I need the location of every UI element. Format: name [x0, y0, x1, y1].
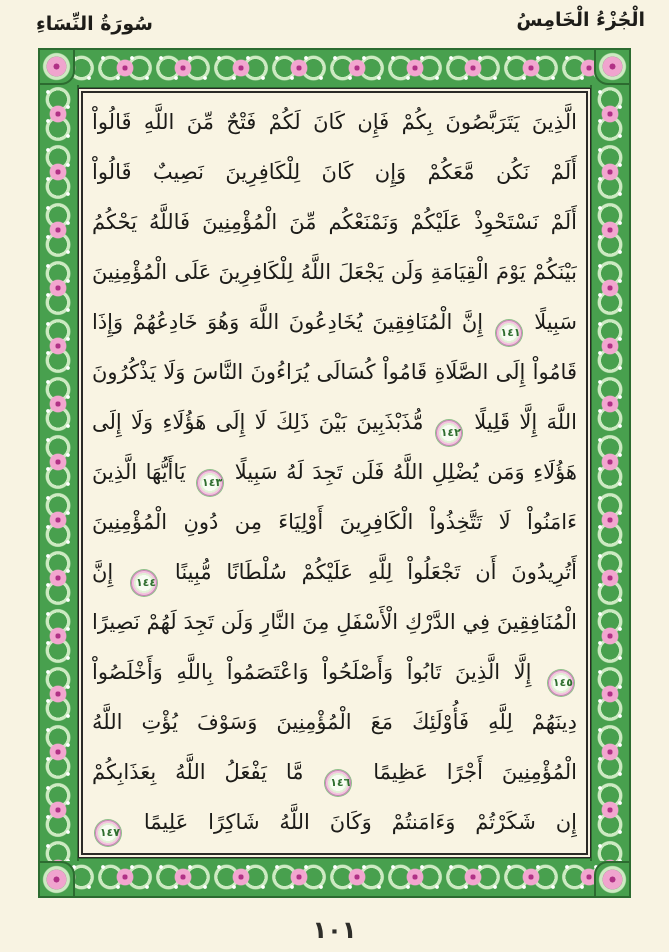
quran-line: [92, 248, 577, 298]
quran-line: [92, 348, 577, 398]
ayah-text: اللَّهَ إِلَّا قَلِيلًا: [474, 410, 577, 434]
quran-line: [92, 498, 577, 548]
quran-line: [92, 98, 577, 148]
quran-line: [92, 448, 577, 498]
quran-line: [92, 748, 577, 798]
ayah-text: الْمُنَافِقِينَ فِي الدَّرْكِ الْأَسْفَلِ مِنَ النَّارِ وَلَن تَجِدَ لَهُمْ نَصِيرًا: [92, 610, 577, 634]
ornamental-border-bottom: [38, 857, 631, 898]
ayah-text: مُّذَبْذَبِينَ بَيْنَ ذَلِكَ لَا إِلَى هَؤُلَاءِ وَلَا إِلَى: [92, 410, 424, 434]
corner-flower-ornament-bottom-left: [38, 861, 75, 898]
ayah-text: الْمُؤْمِنِينَ أَجْرًا عَظِيمًا: [373, 760, 577, 784]
ayah-text: سَبِيلًا: [534, 310, 577, 334]
ayah-number-marker: ١٤٢: [436, 420, 462, 446]
quran-line: [92, 648, 577, 698]
quran-line: [92, 598, 577, 648]
ayah-text: أَتُرِيدُونَ أَن تَجْعَلُواْ لِلَّهِ عَلَيْكُمْ سُلْطَانًا مُّبِينًا: [174, 560, 577, 584]
ornamental-border-top: [38, 48, 631, 89]
ayah-number-marker: ١٤٦: [325, 770, 351, 796]
ayah-text: أَلَمْ نَسْتَحْوِذْ عَلَيْكُمْ وَنَمْنَعْكُم مِّنَ الْمُؤْمِنِينَ فَاللَّهُ يَحْكُمُ: [92, 210, 577, 234]
quran-line: [92, 798, 577, 848]
ayah-text: إِنَّ: [92, 560, 114, 584]
corner-flower-ornament-top-right: [594, 48, 631, 85]
ayah-number-marker: ١٤٤: [131, 570, 157, 596]
ayah-text: إِن شَكَرْتُمْ وَءَامَنتُمْ وَكَانَ اللَّهُ شَاكِرًا عَلِيمًا: [143, 810, 577, 834]
ornamental-border-left: [38, 85, 79, 861]
ayah-text: ءَامَنُواْ لَا تَتَّخِذُواْ الْكَافِرِينَ أَوْلِيَاءَ مِن دُونِ الْمُؤْمِنِينَ: [92, 510, 577, 534]
ayah-text: قَامُواْ إِلَى الصَّلَاةِ قَامُواْ كُسَالَى يُرَاءُونَ النَّاسَ وَلَا يَذْكُرُونَ: [92, 360, 577, 384]
ayah-text: يَاأَيُّهَا الَّذِينَ: [92, 460, 186, 484]
quran-line: [92, 148, 577, 198]
page-number: ١٠١: [312, 916, 357, 944]
corner-flower-ornament-bottom-right: [594, 861, 631, 898]
ayah-text: مَّا يَفْعَلُ اللَّهُ بِعَذَابِكُمْ: [92, 760, 304, 784]
quran-line: [92, 398, 577, 448]
ayah-number-marker: ١٤٧: [95, 820, 121, 846]
ayah-text: إِنَّ الْمُنَافِقِينَ يُخَادِعُونَ اللَّهَ وَهُوَ خَادِعُهُمْ وَإِذَا: [92, 310, 484, 334]
ayah-text: دِينَهُمْ لِلَّهِ فَأُوْلَئِكَ مَعَ الْمُؤْمِنِينَ وَسَوْفَ يُؤْتِ اللَّهُ: [92, 710, 577, 734]
quran-line: [92, 198, 577, 248]
ayah-text: بَيْنَكُمْ يَوْمَ الْقِيَامَةِ وَلَن يَجْعَلَ اللَّهُ لِلْكَافِرِينَ عَلَى الْمُؤْمِنِينَ: [92, 260, 577, 284]
ayah-text: إِلَّا الَّذِينَ تَابُواْ وَأَصْلَحُواْ وَاعْتَصَمُواْ بِاللَّهِ وَأَخْلَصُواْ: [92, 660, 532, 684]
ayah-text: هَؤُلَاءِ وَمَن يُضْلِلِ اللَّهُ فَلَن تَجِدَ لَهُ سَبِيلًا: [234, 460, 577, 484]
quran-line: [92, 698, 577, 748]
ayah-number-marker: ١٤٣: [197, 470, 223, 496]
ayah-number-marker: ١٤١: [496, 320, 522, 346]
ayah-number-marker: ١٤٥: [548, 670, 574, 696]
corner-flower-ornament-top-left: [38, 48, 75, 85]
ayah-text: الَّذِينَ يَتَرَبَّصُونَ بِكُمْ فَإِن كَانَ لَكُمْ فَتْحٌ مِّنَ اللَّهِ قَالُواْ: [92, 110, 577, 134]
quran-line: [92, 298, 577, 348]
surah-title: سُورَةُ النِّسَاءِ: [36, 13, 153, 35]
juz-title: الْجُزْءُ الْخَامِسُ: [516, 9, 645, 31]
quran-text-area: [81, 91, 588, 855]
ornamental-frame: [38, 48, 631, 898]
ayah-text: أَلَمْ نَكُن مَّعَكُمْ وَإِن كَانَ لِلْكَافِرِينَ نَصِيبٌ قَالُواْ: [92, 160, 577, 184]
ornamental-border-right: [590, 85, 631, 861]
quran-line: [92, 548, 577, 598]
